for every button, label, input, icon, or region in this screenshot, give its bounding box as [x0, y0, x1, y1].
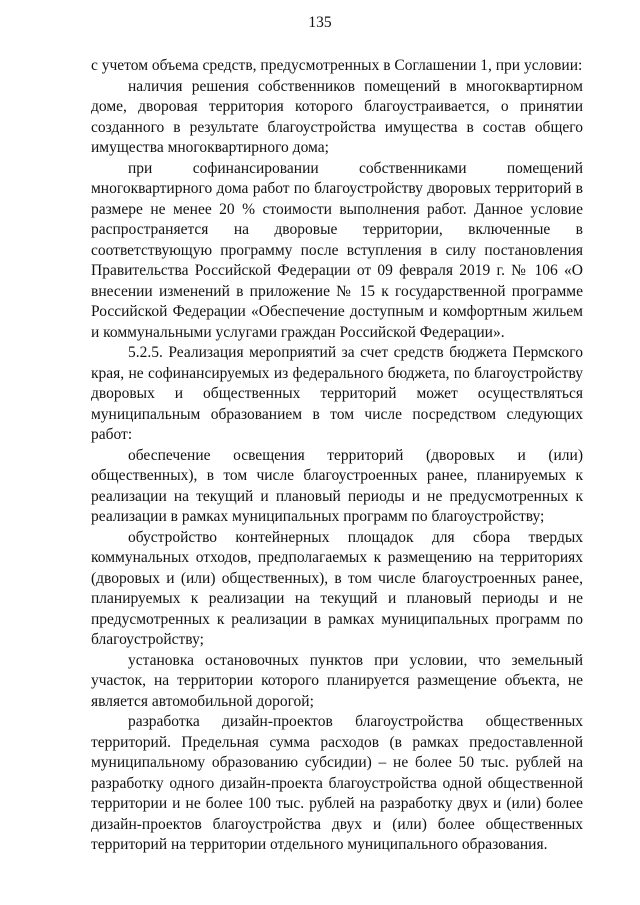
- paragraph-container-sites: обустройство контейнерных площадок для сбора твердых коммунальных отходов, предполагаемых к размещению на территориях (дворовых и (или) общественных), в том числе благоустроенных ранее, планируемых к реализации на текущий и плановый периоды и не предусмотренных к реализации в рамках муниципальных программ по благоустройству;: [91, 528, 583, 648]
- paragraph-condition-cofinancing: при софинансировании собственниками помещений многоквартирного дома работ по благоустройству дворовых территорий в размере не менее 20 % стоимости выполнения работ. Данное условие распространяется на дворовые территории, включенные в соответствующую программу после вступления в силу постановления Правительства Российской Федерации от 09 февраля 2019 г. № 106 «О внесении изменений в приложение № 15 к государственной программе Российской Федерации «Обеспечение доступным и комфортным жильем и коммунальными услугами граждан Российской Федерации».: [91, 159, 583, 341]
- paragraph-section-5-2-5: 5.2.5. Реализация мероприятий за счет средств бюджета Пермского края, не софинансируемых из федерального бюджета, по благоустройству дворовых и общественных территорий может осуществляться муниципальным образованием в том числе посредством следующих работ:: [91, 344, 583, 443]
- page-number: 135: [308, 14, 332, 31]
- document-body: [91, 56, 583, 856]
- paragraph-bus-stops: установка остановочных пунктов при условии, что земельный участок, на территории которого планируется размещение объекта, не является автомобильной дорогой;: [91, 651, 583, 710]
- paragraph-design-projects: разработка дизайн-проектов благоустройства общественных территорий. Предельная сумма расходов (в рамках предоставленной муниципальному образованию субсидии) – не более 50 тыс. рублей на разработку одного дизайн-проекта благоустройства одной общественной территории и не более 100 тыс. рублей на разработку двух и (или) более дизайн-проектов благоустройства двух и (или) более общественных территорий на территории отдельного муниципального образования.: [91, 713, 583, 853]
- paragraph-lighting: обеспечение освещения территорий (дворовых и (или) общественных), в том числе благоустроенных ранее, планируемых к реализации на текущий и плановый периоды и не предусмотренных к реализации в рамках муниципальных программ по благоустройству;: [91, 446, 583, 525]
- paragraph-condition-owners-decision: наличия решения собственников помещений в многоквартирном доме, дворовая территория которого благоустраивается, о принятии созданного в результате благоустройства имущества в состав общего имущества многоквартирного дома;: [91, 77, 583, 156]
- paragraph-continuation: с учетом объема средств, предусмотренных в Соглашении 1, при условии:: [91, 57, 583, 74]
